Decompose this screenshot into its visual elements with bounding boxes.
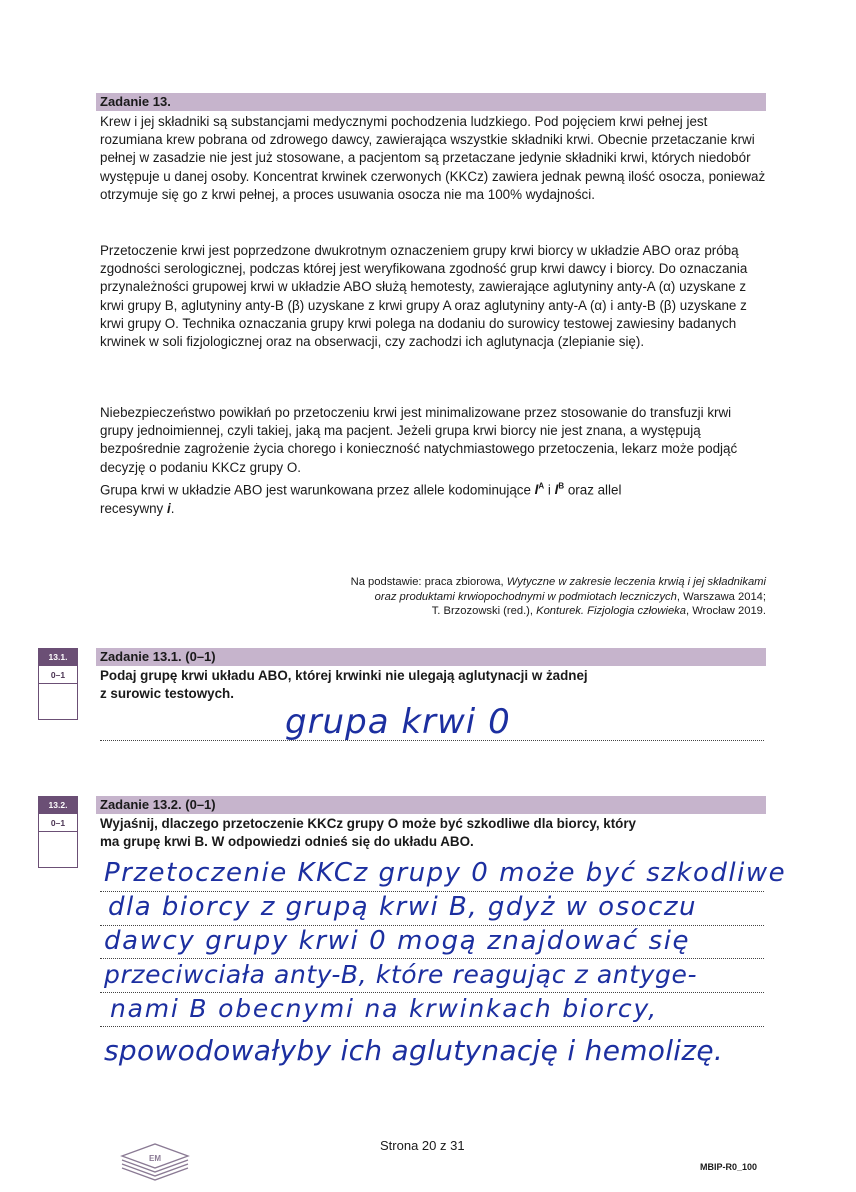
q2-answer-line-3: dawcy grupy krwi 0 mogą znajdować się	[104, 926, 691, 956]
logo-text: EM	[149, 1154, 161, 1163]
q2-answer-line-6: spowodowałyby ich aglutynację i hemolizę.	[104, 1034, 724, 1067]
intro-paragraph-3: Niebezpieczeństwo powikłań po przetoczeniu krwi jest minimalizowane przez stosowanie do transfuzji krwi grupy jednoimiennej, czyli takiej, jaką ma pacjent. Jeżeli grupa krwi biorcy nie jest znana, a występują bezpośrednie zagrożenie życia chorego i konieczność natychmiastowego przetoczenia, lekarz może podjąć decyzję o podaniu KKCz grupy O.	[100, 405, 738, 475]
points-range: 0–1	[38, 666, 78, 684]
points-range: 0–1	[38, 814, 78, 832]
q2-answer-line-1: Przetoczenie KKCz grupy 0 może być szkodliwe	[104, 858, 787, 888]
logo-icon	[118, 1138, 192, 1182]
q1-title: Zadanie 13.1. (0–1)	[100, 649, 216, 664]
document-code: MBIP-R0_100	[700, 1162, 758, 1172]
answer-line	[100, 1026, 764, 1027]
q1-question: Podaj grupę krwi układu ABO, której krwinki nie ulegają aglutynacji w żadnej z surowic testowych.	[100, 668, 588, 701]
allele-i: i	[166, 500, 171, 516]
q1-handwritten-answer: grupa krwi 0	[285, 702, 511, 742]
intro-paragraph-2: Przetoczenie krwi jest poprzedzone dwukrotnym oznaczeniem grupy krwi biorcy w układzie ABO oraz próbą zgodności serologicznej, podczas której jest weryfikowana zgodność grup krwi dawcy i biorcy. Do oznaczania przynależności grupowej krwi w układzie ABO służą hemotesty, zawierające aglutyniny anty-A (α) uzyskane z krwi grupy B, aglutyniny anty-B (β) uzyskane z krwi grupy A oraz aglutyniny anty-A (α) i anty-B (β) uzyskane z krwi grupy O. Technika oznaczania grupy krwi polega na dodaniu do surowicy testowej zawiesiny badanych krwinek w soli fizjologicznej oraz na obserwacji, czy zachodzi ich aglutynacja (zlepianie się).	[100, 243, 748, 350]
score-box-13-1	[38, 648, 78, 720]
score-field[interactable]	[38, 684, 78, 720]
alleles-paragraph: Grupa krwi w układzie ABO jest warunkowana przez allele kodominujące $I^A$ i $I^B$ oraz allel recesywny i.	[100, 482, 622, 516]
cke-logo	[118, 1138, 192, 1182]
source-citation: Na podstawie: praca zbiorowa, Wytyczne w zakresie leczenia krwią i jej składnikami oraz produktami krwiopochodnymi w podmiotach leczniczych, Warszawa 2014; T. Brzozowski (red.), Konturek. Fizjologia człowieka, Wrocław 2019.	[350, 576, 766, 618]
allele-ia: I	[534, 482, 539, 498]
allele-ib: I	[554, 482, 559, 498]
q2-title: Zadanie 13.2. (0–1)	[100, 797, 216, 812]
page-number: Strona 20 z 31	[380, 1138, 465, 1153]
task-title-bar	[96, 93, 766, 111]
task-title: Zadanie 13.	[100, 94, 171, 109]
q2-question: Wyjaśnij, dlaczego przetoczenie KKCz grupy O może być szkodliwe dla biorcy, który ma grupę krwi B. W odpowiedzi odnieś się do układu ABO.	[100, 816, 637, 849]
answer-line	[100, 740, 764, 741]
q2-answer-line-5: nami B obecnymi na krwinkach biorcy,	[110, 994, 658, 1023]
q2-answer-line-4: przeciwciała anty-B, które reagując z antyge-	[104, 960, 698, 989]
intro-paragraph-1: Krew i jej składniki są substancjami medycznymi pochodzenia ludzkiego. Pod pojęciem krwi pełnej jest rozumiana krew pobrana od zdrowego dawcy, zawierająca wszystkie składniki krwi. Obecnie przetaczanie krwi pełnej w zasadzie nie jest już stosowane, a pacjentom są przetaczane jedynie składniki krwi, których niedobór występuje u danej osoby. Koncentrat krwinek czerwonych (KKCz) zawiera jednak pewną ilość osocza, ponieważ otrzymuje się go z krwi pełnej, a proces usuwania osocza nie ma 100% wydajności.	[100, 114, 766, 202]
question-number: 13.1.	[38, 648, 78, 666]
score-box-13-2	[38, 796, 78, 868]
answer-line	[100, 958, 764, 959]
answer-line	[100, 992, 764, 993]
q2-title-bar	[96, 796, 766, 814]
question-number: 13.2.	[38, 796, 78, 814]
q2-answer-line-2: dla biorcy z grupą krwi B, gdyż w osoczu	[108, 892, 697, 922]
q1-title-bar	[96, 648, 766, 666]
score-field[interactable]	[38, 832, 78, 868]
